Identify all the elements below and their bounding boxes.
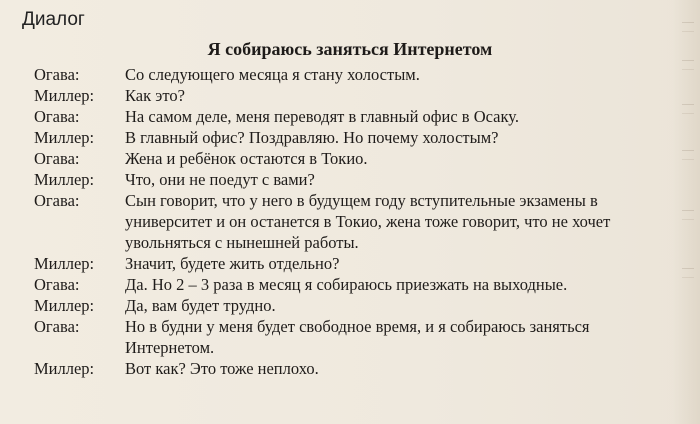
- speaker-label: Миллер:: [34, 254, 95, 273]
- speaker-label: Миллер:: [34, 128, 95, 147]
- dialogue-row: [0, 106, 672, 127]
- line-text: Что, они не поедут с вами?: [125, 170, 315, 189]
- speaker-label: Миллер:: [34, 296, 95, 315]
- section-header: Диалог: [22, 9, 85, 30]
- line-text: Да. Но 2 – 3 раза в месяц я собираюсь приезжать на выходные.: [125, 275, 568, 294]
- dialogue-line: [125, 64, 672, 85]
- speaker-label: Огава:: [34, 317, 80, 336]
- speaker-label: Огава:: [34, 191, 80, 210]
- line-text: В главный офис? Поздравляю. Но почему холостым?: [125, 128, 499, 147]
- line-text: увольняться с нынешней работы.: [125, 233, 359, 252]
- edge-mark: [682, 104, 694, 114]
- line-text: Значит, будете жить отдельно?: [125, 254, 340, 273]
- dialogue-line: [125, 148, 672, 169]
- dialogue-line: [125, 358, 672, 379]
- edge-mark: [682, 60, 694, 70]
- line-text: Да, вам будет трудно.: [125, 296, 276, 315]
- line-text: Жена и ребёнок остаются в Токио.: [125, 149, 368, 168]
- edge-mark: [682, 22, 694, 32]
- dialogue-line: [125, 253, 672, 274]
- dialogue-row: [0, 190, 672, 253]
- page-title: Я собираюсь заняться Интернетом: [207, 39, 493, 59]
- dialogue-line: [125, 190, 672, 253]
- speaker-label: Огава:: [34, 149, 80, 168]
- dialogue-line: [125, 169, 672, 190]
- line-text: Вот как? Это тоже неплохо.: [125, 359, 319, 378]
- line-text: Но в будни у меня будет свободное время, и я собираюсь заняться: [125, 317, 590, 336]
- dialogue-row: [0, 358, 672, 379]
- line-text: На самом деле, меня переводят в главный офис в Осаку.: [125, 107, 519, 126]
- speaker-label: Огава:: [34, 65, 80, 84]
- line-text: Сын говорит, что у него в будущем году вступительные экзамены в: [125, 191, 598, 210]
- dialogue-row: [0, 64, 672, 85]
- dialogue-line: [125, 316, 672, 358]
- speaker-label: Миллер:: [34, 359, 95, 378]
- line-text: Как это?: [125, 86, 185, 105]
- line-text: университет и он останется в Токио, жена тоже говорит, что не хочет: [125, 212, 611, 231]
- dialogue-line: [125, 106, 672, 127]
- dialogue-row: [0, 316, 672, 358]
- dialogue-line: [125, 127, 672, 148]
- speaker-label: Огава:: [34, 107, 80, 126]
- dialogue-row: [0, 274, 672, 295]
- dialogue-line: [125, 85, 672, 106]
- dialogue-row: [0, 295, 672, 316]
- speaker-label: Миллер:: [34, 170, 95, 189]
- line-text: Со следующего месяца я стану холостым.: [125, 65, 420, 84]
- dialogue-line: [125, 274, 672, 295]
- dialogue-line: [125, 295, 672, 316]
- dialogue-list: [0, 64, 672, 379]
- line-text: Интернетом.: [125, 338, 215, 357]
- dialogue-row: [0, 148, 672, 169]
- speaker-label: Миллер:: [34, 86, 95, 105]
- dialogue-row: [0, 253, 672, 274]
- edge-mark: [682, 150, 694, 160]
- edge-mark: [682, 210, 694, 220]
- dialogue-row: [0, 169, 672, 190]
- dialogue-row: [0, 127, 672, 148]
- edge-mark: [682, 268, 694, 278]
- dialogue-row: [0, 85, 672, 106]
- speaker-label: Огава:: [34, 275, 80, 294]
- page-edge-strip: [672, 0, 700, 424]
